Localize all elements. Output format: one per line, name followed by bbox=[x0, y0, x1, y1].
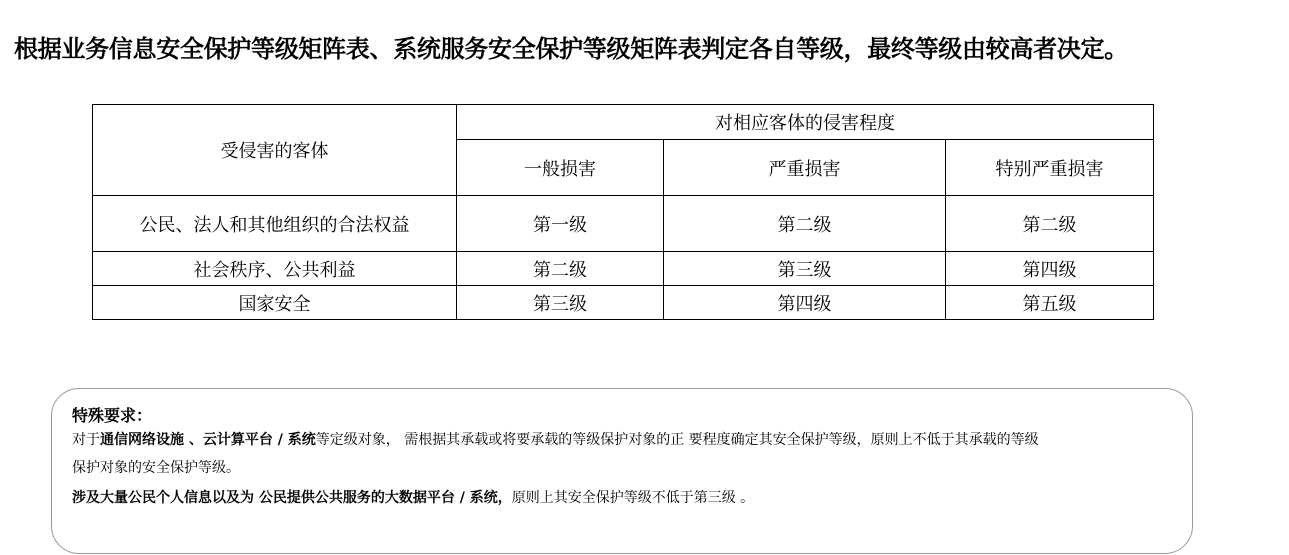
highlight-big-data-platform: 涉及大量公民个人信息以及为 公民提供公共服务的大数据平台 / 系统， bbox=[72, 490, 512, 506]
table-row bbox=[93, 252, 1154, 286]
level-cell: 第二级 bbox=[457, 252, 664, 286]
level-cell: 第四级 bbox=[664, 286, 946, 320]
object-cell: 社会秩序、公共利益 bbox=[93, 252, 457, 286]
degree-header-cell: 对相应客体的侵害程度 bbox=[457, 105, 1154, 140]
degree-column-general: 一般损害 bbox=[457, 140, 664, 196]
object-cell: 公民、法人和其他组织的合法权益 bbox=[93, 196, 457, 252]
line-text: 原则上其安全保护等级不低于第三级 。 bbox=[511, 490, 755, 506]
special-requirement-line bbox=[72, 457, 240, 479]
degree-column-especially-serious: 特别严重损害 bbox=[946, 140, 1154, 196]
highlight-network-facilities: 通信网络设施 bbox=[100, 432, 184, 448]
table-row bbox=[93, 196, 1154, 252]
protection-level-matrix bbox=[92, 104, 1154, 320]
line-text: 等定级对象， 需根据其承载或将要承载的等级保护对象的正 要程度确定其安全保护等级，原则上不低于其承载的等级 bbox=[315, 432, 1039, 448]
level-cell: 第五级 bbox=[946, 286, 1154, 320]
special-requirement-line bbox=[72, 429, 1039, 451]
level-cell: 第二级 bbox=[664, 196, 946, 252]
highlight-cloud-platform: 云计算平台 / 系统 bbox=[202, 432, 316, 448]
special-requirement-line bbox=[72, 487, 754, 509]
line-text: 保护对象的安全保护等级。 bbox=[72, 460, 240, 476]
level-cell: 第三级 bbox=[664, 252, 946, 286]
table-row bbox=[93, 286, 1154, 320]
level-cell: 第四级 bbox=[946, 252, 1154, 286]
separator: 、 bbox=[184, 432, 203, 448]
special-requirements-box bbox=[51, 388, 1193, 554]
object-cell: 国家安全 bbox=[93, 286, 457, 320]
table-header-row bbox=[93, 105, 1154, 140]
level-cell: 第二级 bbox=[946, 196, 1154, 252]
line-prefix: 对于 bbox=[72, 432, 100, 448]
special-requirements-title: 特殊要求： bbox=[72, 406, 153, 425]
page-headline: 根据业务信息安全保护等级矩阵表、系统服务安全保护等级矩阵表判定各自等级，最终等级由较高者决定。 bbox=[14, 35, 1128, 63]
degree-column-serious: 严重损害 bbox=[664, 140, 946, 196]
level-cell: 第一级 bbox=[457, 196, 664, 252]
level-cell: 第三级 bbox=[457, 286, 664, 320]
object-header-cell: 受侵害的客体 bbox=[93, 105, 457, 196]
